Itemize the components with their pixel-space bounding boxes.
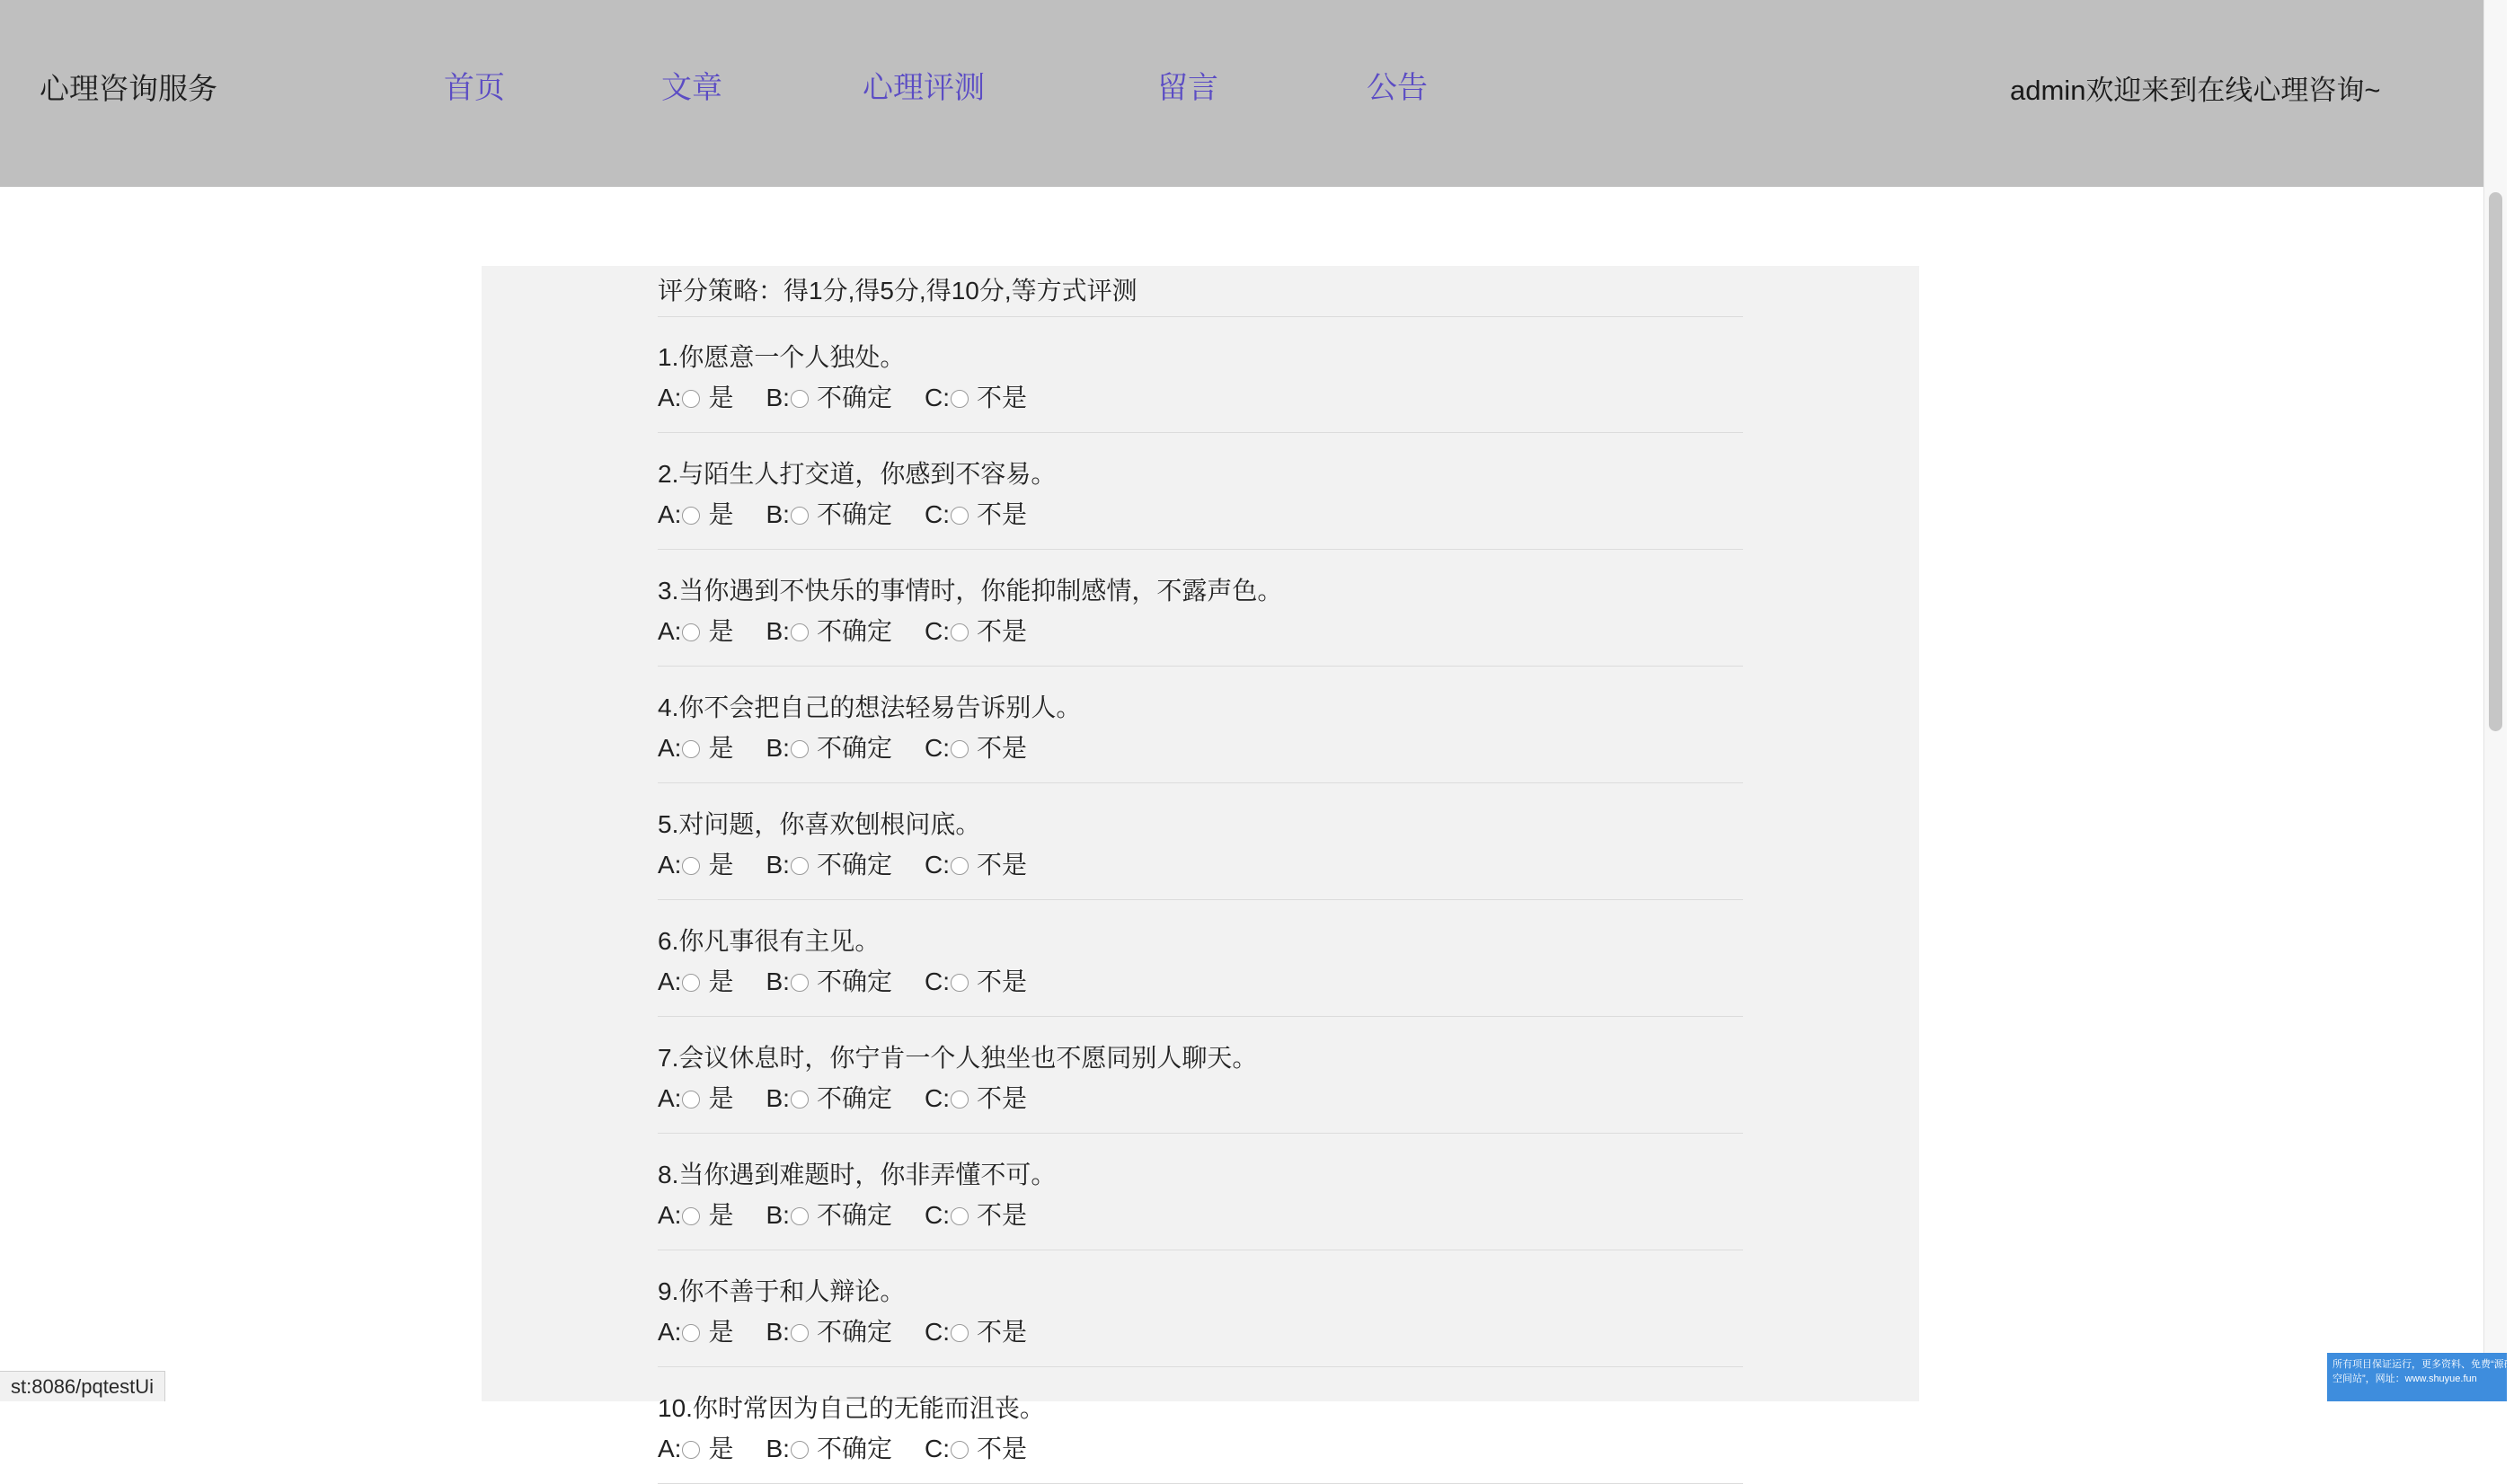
radio-button[interactable] [951,1441,969,1459]
option-c[interactable] [925,1084,1027,1113]
option-label: 不是 [976,1084,1027,1112]
scoring-strategy-text: 评分策略：得1分,得5分,得10分,等方式评测 [658,266,1743,317]
radio-button[interactable] [791,740,809,758]
radio-button[interactable] [682,857,700,875]
option-b[interactable] [766,500,891,529]
option-label: 不确定 [816,1318,892,1346]
nav-item-messages[interactable]: 留言 [1157,71,1218,105]
user-welcome-text: admin欢迎来到在线心理咨询~ [2010,75,2381,106]
radio-button[interactable] [791,623,809,641]
radio-button[interactable] [951,1207,969,1225]
option-prefix: A: [658,1318,682,1346]
radio-button[interactable] [951,623,969,641]
question-list [658,316,1743,1484]
option-label: 不确定 [816,1084,892,1112]
option-prefix: C: [924,617,950,645]
option-label: 是 [708,384,734,411]
option-c[interactable] [925,617,1027,646]
question-text: 10.你时常因为自己的无能而沮丧。 [658,1394,1045,1422]
option-a[interactable] [658,384,733,412]
option-prefix: B: [766,500,790,528]
radio-button[interactable] [682,507,700,525]
option-a[interactable] [658,1318,733,1347]
site-brand[interactable]: 心理咨询服务 [40,72,217,105]
question-options [658,1318,1743,1347]
watermark-line-1: 所有项目保证运行，更多资料、免费“源码 [2333,1359,2514,1370]
option-b[interactable] [766,1201,891,1230]
question-options [658,617,1743,646]
option-c[interactable] [925,384,1027,412]
option-label: 不确定 [816,1435,892,1462]
radio-button[interactable] [951,974,969,992]
option-prefix: B: [766,384,790,411]
radio-button[interactable] [791,390,809,408]
question-options [658,967,1743,996]
option-label: 不确定 [816,851,892,879]
page-scrollbar[interactable] [2483,0,2507,1401]
question-text: 2.与陌生人打交道，你感到不容易。 [658,460,1057,488]
option-b[interactable] [766,617,891,646]
question-text: 3.当你遇到不快乐的事情时，你能抑制感情，不露声色。 [658,577,1283,605]
option-a[interactable] [658,967,733,996]
questionnaire-card [482,266,1919,1462]
radio-button[interactable] [791,1207,809,1225]
option-prefix: C: [924,1201,950,1229]
question-item [658,1134,1743,1250]
option-prefix: B: [766,734,790,762]
radio-button[interactable] [682,1324,700,1342]
option-label: 是 [708,734,734,762]
option-c[interactable] [925,1201,1027,1230]
option-label: 不是 [976,1201,1027,1229]
option-label: 是 [708,617,734,645]
option-b[interactable] [766,1084,891,1113]
navbar-inner [0,0,2426,187]
radio-button[interactable] [951,857,969,875]
radio-button[interactable] [682,974,700,992]
radio-button[interactable] [791,1324,809,1342]
option-a[interactable] [658,734,733,763]
option-label: 不确定 [816,617,892,645]
question-text: 6.你凡事很有主见。 [658,927,881,955]
option-label: 是 [708,967,734,995]
nav-item-home[interactable]: 首页 [444,71,505,105]
option-prefix: A: [658,500,682,528]
option-prefix: B: [766,1201,790,1229]
question-text: 5.对问题，你喜欢刨根问底。 [658,810,981,838]
option-label: 不是 [976,734,1027,762]
question-item [658,900,1743,1017]
option-c[interactable] [925,1318,1027,1347]
option-a[interactable] [658,1435,733,1463]
option-prefix: B: [766,1435,790,1462]
question-options [658,1084,1743,1113]
radio-button[interactable] [791,507,809,525]
option-prefix: A: [658,851,682,879]
option-b[interactable] [766,1435,891,1463]
option-a[interactable] [658,617,733,646]
question-text: 7.会议休息时，你宁肯一个人独坐也不愿同别人聊天。 [658,1044,1258,1072]
option-label: 不是 [976,384,1027,411]
option-label: 不是 [976,851,1027,879]
option-prefix: C: [924,500,950,528]
question-text: 1.你愿意一个人独处。 [658,343,906,371]
question-text: 4.你不会把自己的想法轻易告诉别人。 [658,693,1082,721]
option-prefix: C: [924,1318,950,1346]
nav-item-announcements[interactable]: 公告 [1367,71,1428,105]
option-label: 是 [708,1084,734,1112]
option-prefix: B: [766,1084,790,1112]
option-label: 不是 [976,967,1027,995]
option-c[interactable] [925,500,1027,529]
option-label: 不是 [976,1435,1027,1462]
radio-button[interactable] [682,623,700,641]
question-item [658,1367,1743,1484]
nav-item-articles[interactable]: 文章 [661,71,722,105]
radio-button[interactable] [791,1091,809,1109]
option-prefix: C: [924,967,950,995]
option-prefix: C: [924,734,950,762]
option-c[interactable] [925,851,1027,879]
option-label: 不确定 [816,384,892,411]
option-label: 不是 [976,617,1027,645]
question-options [658,500,1743,529]
radio-button[interactable] [951,740,969,758]
option-label: 是 [708,1201,734,1229]
question-item [658,316,1743,433]
option-label: 不确定 [816,500,892,528]
nav-item-psych-test[interactable]: 心理评测 [863,71,985,105]
question-options [658,851,1743,879]
top-navbar [0,0,2507,187]
status-bar-url: st:8086/pqtestUi [0,1371,165,1401]
option-prefix: A: [658,617,682,645]
option-label: 是 [708,1435,734,1462]
option-c[interactable] [925,734,1027,763]
radio-button[interactable] [791,1441,809,1459]
option-label: 是 [708,500,734,528]
option-a[interactable] [658,851,733,879]
radio-button[interactable] [682,1091,700,1109]
question-item [658,550,1743,667]
radio-button[interactable] [951,390,969,408]
option-label: 不确定 [816,734,892,762]
question-item [658,783,1743,900]
option-prefix: C: [924,1435,950,1462]
question-options [658,1435,1743,1463]
option-a[interactable] [658,1201,733,1230]
option-prefix: A: [658,967,682,995]
question-item [658,1017,1743,1134]
radio-button[interactable] [791,974,809,992]
radio-button[interactable] [682,1441,700,1459]
option-prefix: C: [924,384,950,411]
option-b[interactable] [766,734,891,763]
option-prefix: C: [924,1084,950,1112]
option-a[interactable] [658,500,733,529]
question-item [658,667,1743,783]
option-b[interactable] [766,851,891,879]
option-prefix: C: [924,851,950,879]
option-label: 不是 [976,1318,1027,1346]
option-a[interactable] [658,1084,733,1113]
radio-button[interactable] [682,740,700,758]
question-item [658,433,1743,550]
option-prefix: B: [766,967,790,995]
option-label: 不确定 [816,1201,892,1229]
scrollbar-thumb[interactable] [2489,192,2502,731]
question-options [658,734,1743,763]
option-b[interactable] [766,1318,891,1347]
option-c[interactable] [925,967,1027,996]
option-prefix: B: [766,1318,790,1346]
option-label: 是 [708,851,734,879]
option-prefix: A: [658,1201,682,1229]
radio-button[interactable] [951,1324,969,1342]
option-label: 是 [708,1318,734,1346]
radio-button[interactable] [682,1207,700,1225]
option-b[interactable] [766,384,891,412]
option-label: 不是 [976,500,1027,528]
option-prefix: A: [658,1084,682,1112]
question-item [658,1250,1743,1367]
option-prefix: B: [766,851,790,879]
option-b[interactable] [766,967,891,996]
option-prefix: B: [766,617,790,645]
option-prefix: A: [658,734,682,762]
question-options [658,1201,1743,1230]
option-c[interactable] [925,1435,1027,1463]
radio-button[interactable] [791,857,809,875]
question-options [658,384,1743,412]
question-text: 9.你不善于和人辩论。 [658,1277,906,1305]
radio-button[interactable] [951,1091,969,1109]
option-label: 不确定 [816,967,892,995]
option-prefix: A: [658,384,682,411]
radio-button[interactable] [682,390,700,408]
radio-button[interactable] [951,507,969,525]
watermark-line-2: 空间站”，网址：www.shuyue.fun [2333,1374,2477,1384]
question-text: 8.当你遇到难题时，你非弄懂不可。 [658,1161,1057,1188]
option-prefix: A: [658,1435,682,1462]
watermark-badge [2327,1353,2514,1401]
